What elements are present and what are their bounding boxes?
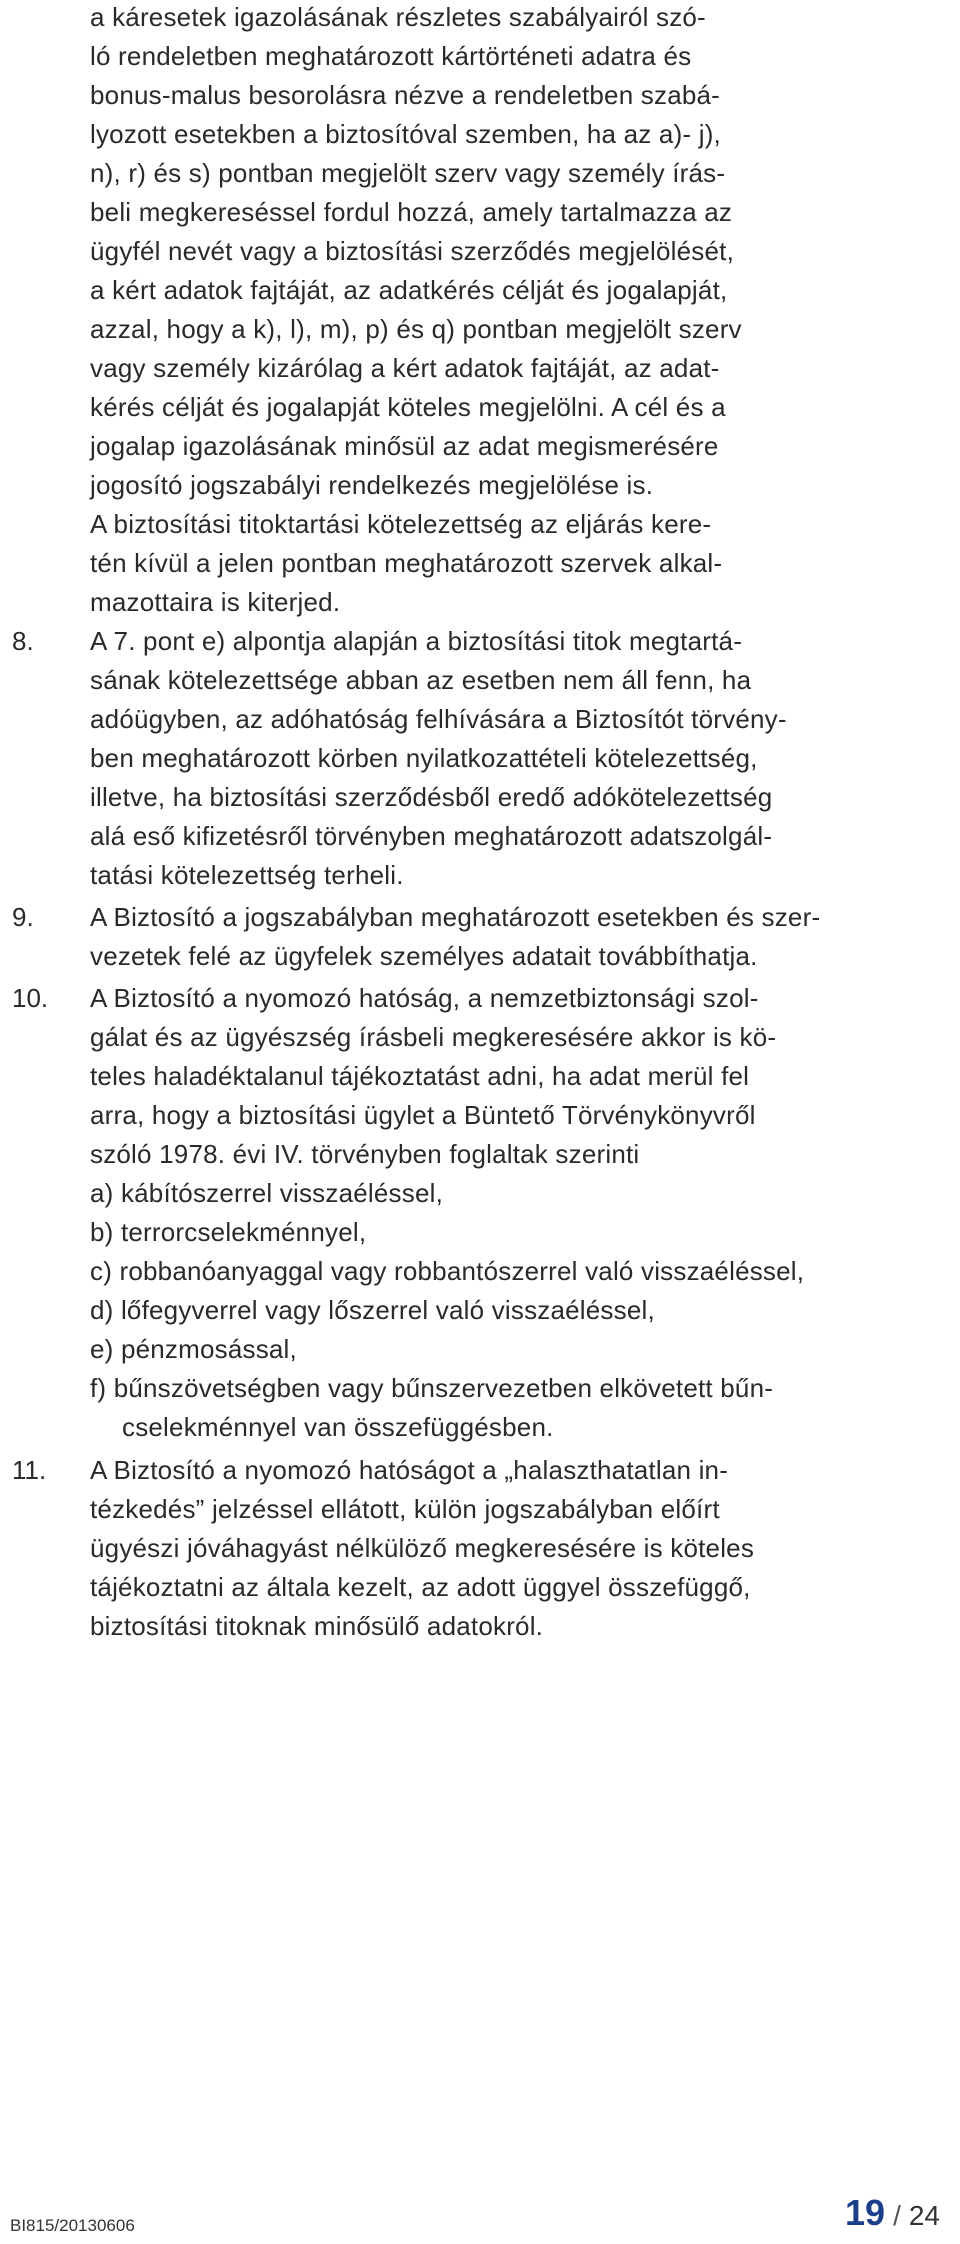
text-line: tézkedés” jelzéssel ellátott, külön jogszabályban előírt <box>90 1494 720 1524</box>
sub-item-b: b) terrorcselekménnyel, <box>90 1217 367 1247</box>
text-line: mazottaira is kiterjed. <box>90 587 341 617</box>
item-number: 11. <box>12 1455 47 1485</box>
text-line: ben meghatározott körben nyilatkozattételi kötelezettség, <box>90 743 758 773</box>
text-line: A 7. pont e) alpontja alapján a biztosítási titok megtartá- <box>90 626 743 656</box>
text-line: tatási kötelezettség terheli. <box>90 860 404 890</box>
text-line: azzal, hogy a k), l), m), p) és q) pontban megjelölt szerv <box>90 314 742 344</box>
text-line: jogalap igazolásának minősül az adat megismerésére <box>90 431 719 461</box>
current-page: 19 <box>845 2192 886 2233</box>
text-line: ló rendeletben meghatározott kártörténeti adatra és <box>90 41 692 71</box>
text-line: kérés célját és jogalapját köteles megjelölni. A cél és a <box>90 392 726 422</box>
text-line: A Biztosító a nyomozó hatóságot a „halaszthatatlan in- <box>90 1455 729 1485</box>
text-line: tén kívül a jelen pontban meghatározott szervek alkal- <box>90 548 723 578</box>
text-line: illetve, ha biztosítási szerződésből eredő adókötelezettség <box>90 782 773 812</box>
text-line: sának kötelezettsége abban az esetben nem áll fenn, ha <box>90 665 752 695</box>
text-line: lyozott esetekben a biztosítóval szemben, ha az a)- j), <box>90 119 721 149</box>
text-line: tájékoztatni az általa kezelt, az adott üggyel összefüggő, <box>90 1572 751 1602</box>
text-line: beli megkereséssel fordul hozzá, amely tartalmazza az <box>90 197 733 227</box>
sub-item-f-continuation: cselekménnyel van összefüggésben. <box>122 1412 554 1442</box>
sub-item-f: f) bűnszövetségben vagy bűnszervezetben elkövetett bűn- <box>90 1373 774 1403</box>
text-line: vagy személy kizárólag a kért adatok fajtáját, az adat- <box>90 353 720 383</box>
text-line: teles haladéktalanul tájékoztatást adni, ha adat merül fel <box>90 1061 750 1091</box>
item-number: 9. <box>12 902 34 932</box>
text-line: ügyészi jóváhagyást nélkülöző megkeresésére is köteles <box>90 1533 755 1563</box>
total-pages: 24 <box>908 2200 940 2231</box>
text-line: alá eső kifizetésről törvényben meghatározott adatszolgál- <box>90 821 773 851</box>
text-line: adóügyben, az adóhatóság felhívására a Biztosítót törvény- <box>90 704 787 734</box>
item-number: 8. <box>12 626 34 656</box>
text-line: ügyfél nevét vagy a biztosítási szerződés megjelölését, <box>90 236 735 266</box>
text-line: biztosítási titoknak minősülő adatokról. <box>90 1611 544 1641</box>
sub-item-d: d) lőfegyverrel vagy lőszerrel való visszaéléssel, <box>90 1295 655 1325</box>
text-line: jogosító jogszabályi rendelkezés megjelölése is. <box>90 470 654 500</box>
text-line: A Biztosító a nyomozó hatóság, a nemzetbiztonsági szol- <box>90 983 759 1013</box>
text-line: A biztosítási titoktartási kötelezettség az eljárás kere- <box>90 509 712 539</box>
page-number <box>845 2192 940 2234</box>
text-line: bonus-malus besorolásra nézve a rendeletben szabá- <box>90 80 721 110</box>
text-line: a káresetek igazolásának részletes szabályairól szó- <box>90 2 706 32</box>
text-line: szóló 1978. évi IV. törvényben foglaltak szerinti <box>90 1139 640 1169</box>
item-number: 10. <box>12 983 49 1013</box>
sub-item-a: a) kábítószerrel visszaéléssel, <box>90 1178 443 1208</box>
text-line: a kért adatok fajtáját, az adatkérés célját és jogalapját, <box>90 275 728 305</box>
document-code: BI815/20130606 <box>10 2216 135 2235</box>
text-line: gálat és az ügyészség írásbeli megkeresésére akkor is kö- <box>90 1022 777 1052</box>
sub-item-e: e) pénzmosással, <box>90 1334 297 1364</box>
sub-item-c: c) robbanóanyaggal vagy robbantószerrel való visszaéléssel, <box>90 1256 805 1286</box>
text-line: arra, hogy a biztosítási ügylet a Büntető Törvénykönyvről <box>90 1100 756 1130</box>
text-line: A Biztosító a jogszabályban meghatározott esetekben és szer- <box>90 902 821 932</box>
text-line: vezetek felé az ügyfelek személyes adatait továbbíthatja. <box>90 941 758 971</box>
page-separator: / <box>893 2200 901 2231</box>
text-line: n), r) és s) pontban megjelölt szerv vagy személy írás- <box>90 158 726 188</box>
